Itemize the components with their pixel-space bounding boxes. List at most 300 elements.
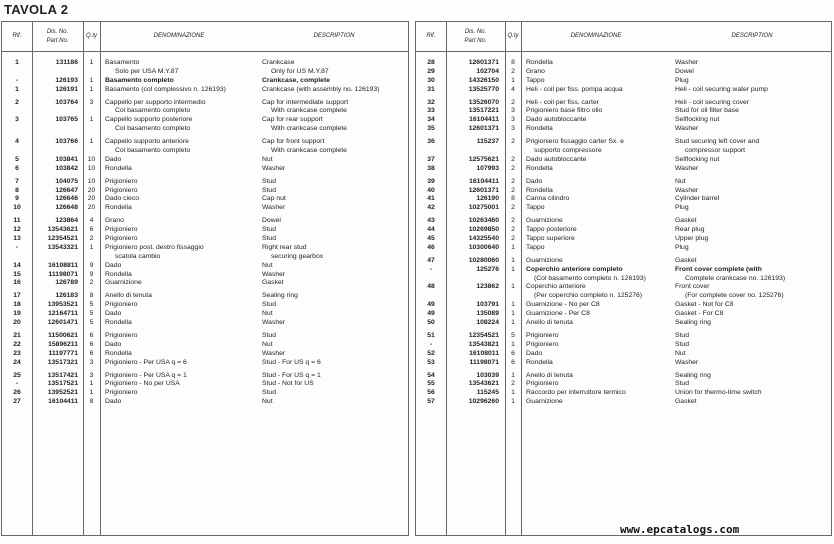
cell-part-no: 13543621 (468, 380, 499, 388)
table-row (416, 257, 831, 266)
table-row (2, 217, 408, 226)
cell-rif: 12 (13, 226, 21, 234)
cell-rif: 44 (427, 226, 435, 234)
cell-part-no: 16104411 (48, 398, 78, 406)
cell-denominazione: Prigioniero (526, 380, 559, 388)
cell-description: Gasket - For C8 (675, 310, 724, 318)
cell-part-no: 13543321 (47, 243, 78, 251)
cell-denominazione: Dado autobloccante (526, 116, 587, 124)
header-denominazione: DENOMINAZIONE (570, 33, 622, 39)
table-row (416, 147, 831, 156)
cell-qty: 4 (89, 217, 94, 225)
cell-description: Plug (675, 204, 689, 212)
cell-rif: 51 (427, 331, 435, 339)
cell-denominazione: Guarnizione - No per C8 (526, 301, 600, 309)
cell-description: Washer (262, 204, 286, 212)
cell-description: Nut (675, 177, 686, 185)
header-qty: Q.ty (85, 33, 97, 39)
table-row (416, 77, 831, 86)
cell-description: With crankcase complete (271, 147, 347, 155)
cell-denominazione: Coperchio anteriore completo (526, 265, 623, 273)
cell-denominazione: Rondella (105, 204, 132, 212)
cell-part-no: 126647 (55, 186, 78, 194)
cell-rif: 18 (13, 301, 21, 309)
header-part-no-label: Part No. (46, 37, 69, 44)
cell-part-no: 11198071 (48, 270, 78, 278)
cell-part-no: 123864 (55, 217, 78, 225)
cell-part-no: 16108011 (469, 349, 499, 357)
table-row (2, 235, 408, 244)
cell-denominazione: supporto compressore (534, 147, 602, 155)
header-qty: Q.ty (507, 33, 519, 39)
table-row (2, 165, 408, 174)
cell-description: Stud - For US q = 6 (262, 358, 321, 366)
table-row (2, 195, 408, 204)
cell-qty: 3 (89, 98, 94, 106)
cell-description: Sealing ring (675, 319, 711, 327)
cell-denominazione: Guarnizione (105, 279, 142, 287)
cell-description: Union for thermo-time switch (675, 389, 762, 397)
cell-rif: 22 (13, 340, 21, 348)
cell-rif: 11 (13, 217, 21, 225)
cell-part-no: 13517221 (468, 107, 499, 115)
cell-description: Stud - Not for US (262, 380, 314, 388)
cell-denominazione: Cappello supporto anteriore (105, 138, 189, 146)
table-row (416, 138, 831, 147)
cell-part-no: 103791 (476, 301, 499, 309)
cell-denominazione: Col basamento completo (115, 107, 191, 115)
cell-part-no: 126183 (55, 292, 78, 300)
table-row (416, 310, 831, 319)
cell-description: Nut (262, 340, 273, 348)
cell-rif: 6 (15, 164, 19, 172)
cell-qty: 1 (89, 380, 94, 388)
table-row (2, 226, 408, 235)
cell-description: Gasket (675, 398, 697, 406)
cell-rif: 3 (15, 116, 19, 124)
cell-rif: - (15, 380, 19, 388)
table-header (416, 22, 831, 52)
cell-qty: 1 (511, 301, 515, 309)
cell-description: Dowel (675, 67, 694, 75)
cell-rif: 16 (13, 279, 21, 287)
cell-denominazione: Rondella (105, 270, 132, 278)
table-row (2, 77, 408, 86)
cell-part-no: 16104411 (469, 116, 499, 124)
cell-denominazione: Prigioniero base filtro olio (526, 107, 603, 115)
cell-qty: 5 (89, 301, 94, 309)
cell-qty: 1 (511, 340, 515, 348)
cell-qty: 1 (511, 319, 515, 327)
cell-rif: 36 (427, 138, 435, 146)
cell-part-no: 11500621 (48, 331, 78, 339)
table-row (416, 359, 831, 368)
table-row (416, 235, 831, 244)
cell-qty: 1 (511, 310, 515, 318)
cell-denominazione: Tappo (526, 204, 545, 212)
cell-qty: 3 (511, 125, 515, 133)
cell-denominazione: Dado (105, 261, 122, 269)
cell-part-no: 15896211 (48, 340, 78, 348)
cell-qty: 20 (87, 204, 96, 212)
cell-part-no: 16108811 (48, 261, 78, 269)
cell-denominazione: Guarnizione (526, 256, 563, 264)
cell-part-no: 126193 (55, 76, 78, 84)
cell-denominazione: Guarnizione - Per C8 (526, 310, 590, 318)
cell-description: Crankcase (262, 59, 295, 66)
cell-part-no: 11197771 (48, 349, 78, 357)
cell-denominazione: Cappello per supporto intermedio (105, 98, 206, 106)
cell-denominazione: Rondella (105, 349, 132, 357)
cell-rif: - (429, 265, 433, 273)
table-row (416, 380, 831, 389)
cell-qty: 6 (511, 349, 515, 357)
cell-rif: 53 (427, 358, 435, 366)
cell-description: Nut (262, 398, 273, 406)
cell-qty: 2 (511, 164, 515, 172)
cell-description: securing gearbox (271, 252, 324, 260)
cell-rif: 17 (13, 292, 21, 300)
cell-part-no: 10269850 (468, 226, 499, 234)
cell-description: Washer (262, 164, 286, 172)
table-row (2, 99, 408, 108)
cell-description: Washer (262, 319, 286, 327)
cell-part-no: 10275001 (468, 204, 499, 212)
cell-qty: 5 (511, 331, 515, 339)
cell-denominazione: Solo per USA M.Y.87 (115, 67, 179, 75)
cell-rif: 43 (427, 217, 435, 225)
cell-denominazione: Prigioniero - Per USA q = 1 (105, 371, 187, 379)
cell-denominazione: Dado (105, 398, 122, 406)
cell-denominazione: Prigioniero - No per USA (105, 380, 180, 388)
cell-qty: 3 (89, 371, 94, 379)
cell-part-no: 10280060 (468, 256, 499, 264)
cell-rif: 31 (427, 85, 435, 93)
cell-qty: 2 (511, 204, 515, 212)
cell-description: Stud (262, 177, 276, 185)
table-row (416, 204, 831, 213)
cell-part-no: 13526070 (468, 98, 499, 106)
cell-description: Upper plug (675, 235, 709, 243)
table-row (2, 310, 408, 319)
header-part-no (446, 22, 505, 51)
table-row (416, 226, 831, 235)
cell-part-no: 10296260 (468, 398, 499, 406)
cell-description: Complete crankcase no. 126193) (685, 274, 786, 282)
cell-rif: - (429, 340, 433, 348)
cell-denominazione: Canna cilindro (526, 195, 570, 203)
cell-denominazione: Basamento (col complessivo n. 126193) (105, 85, 226, 93)
table-row (416, 275, 831, 284)
cell-denominazione: Rondella (526, 164, 553, 172)
cell-qty: 1 (511, 256, 515, 264)
table-row (2, 125, 408, 134)
cell-rif: 20 (13, 319, 21, 327)
table-row (2, 244, 408, 253)
cell-qty: 2 (511, 226, 515, 234)
table-row (416, 350, 831, 359)
table-row (416, 292, 831, 301)
cell-qty: 10 (87, 177, 96, 185)
cell-rif: 1 (15, 59, 19, 66)
header-rif: Rif. (426, 33, 436, 39)
cell-denominazione: Prigioniero (105, 186, 138, 194)
cell-denominazione: Prigioniero (105, 226, 138, 234)
cell-description: Plug (675, 243, 689, 251)
cell-rif: 46 (427, 243, 435, 251)
cell-qty: 8 (89, 398, 94, 406)
table-row (2, 86, 408, 95)
cell-description: Stud (262, 235, 276, 243)
cell-rif: 26 (13, 389, 21, 397)
table-row (416, 266, 831, 275)
cell-denominazione: Prigioniero (526, 331, 559, 339)
table-row (416, 86, 831, 95)
cell-denominazione: Grano (526, 67, 545, 75)
cell-denominazione: Prigioniero (105, 301, 138, 309)
cell-description: Stud securing left cover and (675, 138, 760, 146)
cell-denominazione: Rondella (526, 186, 553, 194)
cell-description: Stud (262, 301, 276, 309)
cell-denominazione: Anello di tenuta (526, 371, 573, 379)
cell-qty: 1 (511, 398, 515, 406)
cell-qty: 10 (87, 164, 96, 172)
cell-part-no: 103039 (476, 371, 499, 379)
table-row (2, 292, 408, 301)
cell-rif: 56 (427, 389, 435, 397)
cell-denominazione: scatola cambio (115, 252, 161, 260)
table-row (2, 341, 408, 350)
cell-qty: 2 (89, 235, 94, 243)
cell-qty: 2 (511, 98, 515, 106)
cell-denominazione: Raccordo per interruttore termico (526, 389, 626, 397)
cell-description: Washer (675, 358, 699, 366)
cell-denominazione: Heli - coil per fiss. carter (526, 98, 599, 106)
cell-qty: 2 (511, 155, 515, 163)
cell-qty: 5 (89, 310, 94, 318)
cell-part-no: 10263460 (468, 217, 499, 225)
cell-description: Only for US M.Y.87 (271, 67, 329, 75)
cell-denominazione: Dado cieco (105, 195, 140, 203)
table-row (416, 398, 831, 407)
cell-description: Dowel (262, 217, 281, 225)
cell-description: With crankcase complete (271, 107, 347, 115)
cell-qty: 6 (89, 226, 94, 234)
table-row (2, 380, 408, 389)
cell-qty: 1 (89, 243, 94, 251)
cell-rif: 21 (13, 331, 21, 339)
cell-description: Washer (675, 125, 699, 133)
cell-description: Crankcase, complete (262, 76, 331, 84)
cell-part-no: 12354521 (468, 331, 499, 339)
cell-description: Right rear stud (262, 243, 307, 251)
cell-rif: 57 (427, 398, 435, 406)
cell-denominazione: Rondella (105, 319, 132, 327)
cell-qty: 5 (89, 319, 94, 327)
cell-qty: 3 (511, 107, 515, 115)
table-row (416, 125, 831, 134)
cell-denominazione: Dado (526, 177, 543, 185)
table-row (416, 341, 831, 350)
cell-denominazione: Anello di tenuta (526, 319, 573, 327)
cell-rif: 48 (427, 283, 435, 291)
cell-description: Nut (262, 310, 273, 318)
cell-rif: 40 (427, 186, 435, 194)
cell-qty: 2 (511, 67, 515, 75)
cell-denominazione: Grano (105, 217, 124, 225)
cell-description: Heli - coil securing water pump (675, 85, 768, 93)
cell-part-no: 13517421 (47, 371, 78, 379)
cell-rif: 9 (15, 195, 19, 203)
cell-part-no: 16104411 (469, 177, 499, 185)
header-part-no (32, 22, 83, 51)
cell-qty: 1 (511, 265, 515, 273)
cell-part-no: 13517321 (47, 358, 78, 366)
cell-description: Cap for intermediate support (262, 98, 349, 106)
cell-rif: - (15, 76, 19, 84)
table-row (416, 165, 831, 174)
cell-description: Stud (675, 340, 689, 348)
cell-denominazione: Dado autobloccante (526, 155, 587, 163)
cell-denominazione: Prigioniero (526, 340, 559, 348)
table-row (416, 156, 831, 165)
cell-rif: 14 (13, 261, 21, 269)
cell-description: Nut (675, 349, 686, 357)
cell-part-no: 107993 (476, 164, 499, 172)
cell-description: Stud (262, 226, 276, 234)
cell-denominazione: Guarnizione (526, 398, 563, 406)
cell-description: Nut (262, 155, 273, 163)
table-row (2, 253, 408, 262)
table-row (2, 187, 408, 196)
cell-rif: 4 (15, 138, 19, 146)
cell-denominazione: Prigioniero (105, 177, 138, 185)
cell-qty: 4 (511, 85, 515, 93)
table-row (2, 156, 408, 165)
table-row (2, 319, 408, 328)
cell-description: Nut (262, 261, 273, 269)
cell-qty: 6 (511, 358, 515, 366)
table-body (416, 59, 831, 407)
cell-part-no: 102704 (476, 67, 499, 75)
cell-denominazione: Col basamento completo (115, 147, 191, 155)
cell-rif: 7 (15, 177, 19, 185)
cell-denominazione: Dado (105, 310, 122, 318)
cell-denominazione: Dado (105, 155, 122, 163)
cell-denominazione: Dado (526, 349, 543, 357)
cell-qty: 1 (89, 389, 94, 397)
cell-rif: - (15, 243, 19, 251)
cell-rif: 1 (15, 85, 19, 93)
cell-part-no: 13525770 (468, 85, 499, 93)
cell-description: Front cover complete (with (675, 265, 762, 273)
cell-rif: 10 (13, 204, 21, 212)
cell-part-no: 13543821 (468, 340, 499, 348)
cell-description: Gasket (675, 217, 697, 225)
cell-part-no: 11198071 (469, 358, 499, 366)
header-denominazione: DENOMINAZIONE (153, 33, 205, 39)
cell-part-no: 10300640 (468, 243, 499, 251)
cell-description: Sealing ring (675, 371, 711, 379)
cell-denominazione: Col basamento completo (115, 125, 191, 133)
cell-description: Washer (262, 349, 286, 357)
cell-description: With crankcase complete (271, 125, 347, 133)
cell-rif: 5 (15, 155, 19, 163)
cell-rif: 54 (427, 371, 435, 379)
cell-denominazione: Basamento completo (105, 76, 174, 84)
table-row (2, 107, 408, 116)
cell-description: Selflocking nut (675, 116, 720, 124)
table-row (2, 372, 408, 381)
cell-qty: 8 (511, 59, 515, 66)
cell-part-no: 126190 (476, 195, 499, 203)
cell-description: Cap nut (262, 195, 286, 203)
cell-description: Cap for rear support (262, 116, 323, 124)
cell-rif: 42 (427, 204, 435, 212)
cell-description: Washer (675, 59, 699, 66)
cell-qty: 20 (87, 195, 96, 203)
cell-description: Gasket - Not for C8 (675, 301, 734, 309)
cell-qty: 6 (89, 349, 94, 357)
cell-description: Rear plug (675, 226, 705, 234)
cell-rif: 52 (427, 349, 435, 357)
cell-description: Stud (262, 186, 276, 194)
cell-part-no: 13953521 (47, 301, 78, 309)
cell-rif: 49 (427, 301, 435, 309)
cell-qty: 2 (511, 138, 515, 146)
table-row (416, 59, 831, 68)
cell-description: Plug (675, 76, 689, 84)
cell-rif: 30 (427, 76, 435, 84)
header-description: DESCRIPTION (313, 33, 355, 39)
cell-denominazione: Rondella (526, 59, 553, 66)
cell-rif: 34 (427, 116, 435, 124)
cell-part-no: 125276 (476, 265, 499, 273)
cell-description: Stud for oil filter base (675, 107, 739, 115)
cell-qty: 3 (89, 358, 94, 366)
cell-part-no: 12601471 (47, 319, 78, 327)
cell-description: Heli - coil securing cover (675, 98, 750, 106)
cell-rif: 50 (427, 319, 435, 327)
cell-denominazione: Coperchio anteriore (526, 283, 586, 291)
cell-part-no: 103766 (55, 138, 78, 146)
cell-rif: 8 (15, 186, 19, 194)
cell-description: Washer (675, 186, 699, 194)
cell-denominazione: Rondella (526, 358, 553, 366)
cell-qty: 1 (89, 85, 94, 93)
cell-part-no: 12601371 (468, 186, 499, 194)
cell-qty: 1 (89, 138, 94, 146)
cell-description: Cap for front support (262, 138, 325, 146)
cell-rif: 41 (427, 195, 435, 203)
cell-part-no: 103842 (55, 164, 78, 172)
table-row (2, 59, 408, 68)
table-row (2, 301, 408, 310)
cell-denominazione: Basamento (105, 59, 140, 66)
cell-qty: 2 (511, 217, 515, 225)
cell-description: Gasket (675, 256, 697, 264)
cell-qty: 1 (511, 243, 515, 251)
cell-qty: 3 (511, 116, 515, 124)
cell-description: Stud - For US q = 1 (262, 371, 321, 379)
cell-part-no: 13543621 (47, 226, 78, 234)
cell-part-no: 14326150 (468, 76, 499, 84)
cell-denominazione: Prigioniero (105, 235, 138, 243)
cell-denominazione: Dado (105, 340, 122, 348)
cell-qty: 1 (511, 76, 515, 84)
cell-description: Stud (262, 331, 276, 339)
cell-rif: 32 (427, 98, 435, 106)
